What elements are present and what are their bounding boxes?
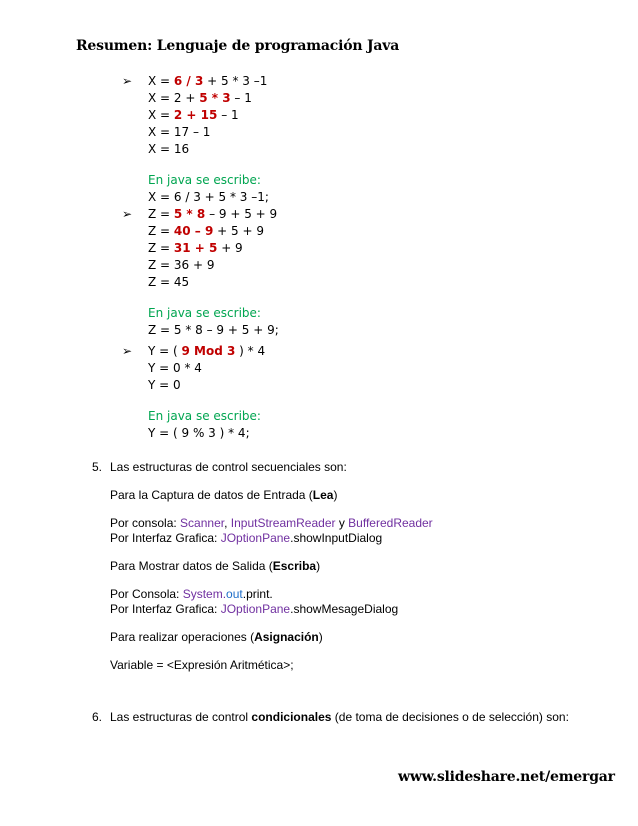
operation-block: [148, 73, 269, 206]
section-5-body: [110, 460, 580, 686]
section-6-body: Las estructuras de control condicionales (de toma de decisiones o de selección) son:: [110, 710, 569, 724]
console-output-line: Por Consola: System.out.print.: [110, 587, 273, 601]
output-line: Para Mostrar datos de Salida (Escriba): [110, 559, 321, 573]
expression-line: Z = 36 + 9: [148, 258, 215, 272]
expression-line: Y = 0: [148, 378, 181, 392]
expression-line: X = 2 + 5 * 3 – 1: [148, 91, 252, 105]
java-label: En java se escribe:: [148, 306, 261, 320]
expression-line: Z = 40 – 9 + 5 + 9: [148, 224, 264, 238]
expression-line: X = 2 + 15 – 1: [148, 108, 239, 122]
gui-input-line: Por Interfaz Grafica: JOptionPane.showInputDialog: [110, 531, 383, 545]
operation-block: [148, 343, 265, 442]
footer-url[interactable]: www.slideshare.net/emergar: [398, 769, 615, 785]
expression-line: X = 17 – 1: [148, 125, 211, 139]
bullet-arrow-icon: ➢: [122, 207, 133, 221]
input-capture-line: Para la Captura de datos de Entrada (Lea): [110, 488, 338, 502]
java-code-line: X = 6 / 3 + 5 * 3 –1;: [148, 190, 269, 204]
section-6-number: 6.: [92, 710, 103, 724]
bullet-arrow-icon: ➢: [122, 344, 133, 358]
java-code-line: Y = ( 9 % 3 ) * 4;: [148, 426, 250, 440]
expression-line: Z = 31 + 5 + 9: [148, 241, 243, 255]
operation-block: [148, 206, 279, 339]
assignment-line: Para realizar operaciones (Asignación): [110, 630, 323, 644]
assignment-syntax-line: Variable = <Expresión Aritmética>;: [110, 658, 294, 672]
expression-line: X = 16: [148, 142, 190, 156]
java-code-line: Z = 5 * 8 – 9 + 5 + 9;: [148, 323, 279, 337]
gui-output-line: Por Interfaz Grafica: JOptionPane.showMesageDialog: [110, 602, 399, 616]
section-5-title: Las estructuras de control secuenciales son:: [110, 460, 347, 474]
java-label: En java se escribe:: [148, 409, 261, 423]
section-5-number: 5.: [92, 460, 103, 474]
expression-line: Z = 5 * 8 – 9 + 5 + 9: [148, 207, 278, 221]
page-header-title: Resumen: Lenguaje de programación Java: [76, 38, 400, 54]
expression-line: Y = 0 * 4: [148, 361, 202, 375]
java-label: En java se escribe:: [148, 173, 261, 187]
console-input-line: Por consola: Scanner, InputStreamReader y BufferedReader: [110, 516, 433, 530]
bullet-arrow-icon: ➢: [122, 74, 133, 88]
expression-line: Z = 45: [148, 275, 190, 289]
expression-line: X = 6 / 3 + 5 * 3 –1: [148, 74, 268, 88]
expression-line: Y = ( 9 Mod 3 ) * 4: [148, 344, 266, 358]
